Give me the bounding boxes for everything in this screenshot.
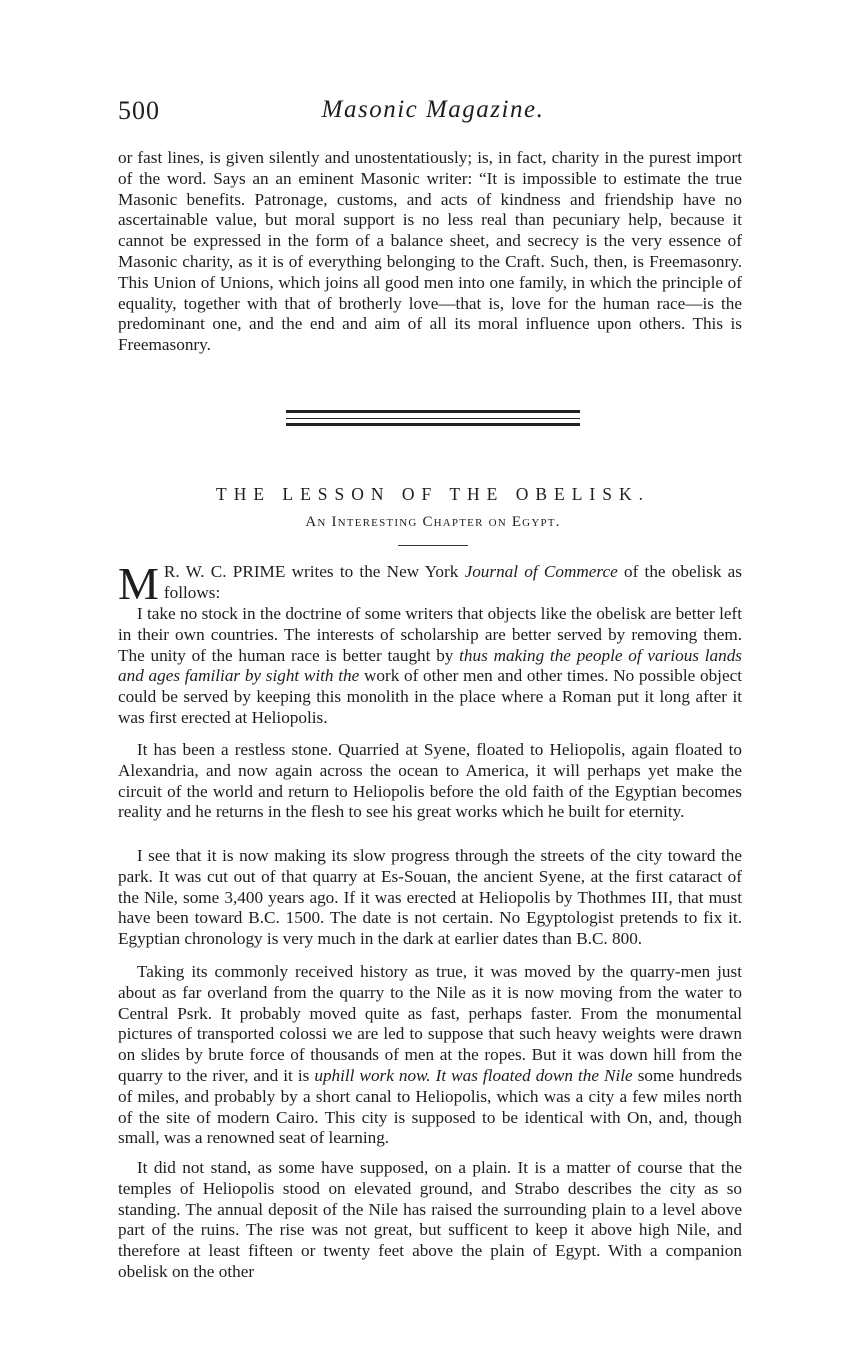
intro-text-before: R. W. C. PRIME writes to the New York <box>163 562 465 581</box>
p4-italic-1: uphill work now. <box>314 1065 431 1085</box>
p1-text-b: work of other men and other times. No possible object could be served by keeping this monolith in the place where a Roman put it long after it was first erected at Heliopolis. <box>118 666 742 727</box>
running-title: Masonic Magazine. <box>321 96 545 123</box>
article-paragraph-1 <box>118 604 742 729</box>
p4-italic-2: It was floated down the Nile <box>435 1065 633 1085</box>
drop-cap: M <box>118 558 159 609</box>
p4-text-a: Taking its commonly received history as true, it was moved by the quarry-men just about as far overland from the quarry to the Nile as it is now moving from the water to Central Psrk. It probably moved quite as fast, perhaps faster. From the monumental pictures of transported colossi we are led to suppose that such heavy weights were drawn on slides by brute force of thousands of men at the ropes. But it was down hill from the quarry to the river, and it is <box>118 962 742 1085</box>
article-intro <box>118 558 742 609</box>
p1-text-a: I take no stock in the doctrine of some writers that objects like the obelisk are better left in their own countries. The interests of scholarship are better served by removing them. The unity of the human race is better taught by <box>118 604 742 665</box>
continuation-paragraph: or fast lines, is given silently and unostentatiously; is, in fact, charity in the purest import of the word. Says an an eminent Masonic writer: “It is impossible to estimate the true Masonic benefits. Patronage, customs, and acts of kindness and friendship have no ascertainable value, but moral support is no less real than pecuniary help, because it cannot be expressed in the form of a balance sheet, and secrecy is the very essence of Masonic charity, as it is of everything belonging to the Craft. Such, then, is Freemasonry. This Union of Unions, which joins all good men into one family, in which the principle of equality, together with that of brotherly love—that is, love for the human race—is the predominant one, and the end and aim of all its moral influence upon others. This is Freemasonry. <box>118 148 742 355</box>
p1-italic: thus making the people of various lands and ages familiar by sight with the <box>118 645 742 686</box>
p4-text-b: some hundreds of miles, and probably by a short canal to Heliopolis, which was a city a few miles north of the site of modern Cairo. This city is supposed to be identical with On, and, though small, was a renowned seat of learning. <box>118 1065 743 1148</box>
section-divider-bottom <box>286 423 580 426</box>
article-paragraph-2: It has been a restless stone. Quarried at Syene, floated to Heliopolis, again floated to Alexandria, and now again across the ocean to America, it will perhaps yet make the circuit of the world and return to Heliopolis before the old faith of the Egyptian becomes reality and he returns in the flesh to see his great works which he built for eternity. <box>118 740 742 822</box>
subtitle-rule <box>398 545 468 546</box>
article-title: THE LESSON OF THE OBELISK. <box>216 484 650 504</box>
section-divider-top <box>286 410 580 413</box>
article-subtitle-text: An Interesting Chapter on Egypt. <box>305 514 561 530</box>
section-divider-mid <box>286 418 580 419</box>
page-number: 500 <box>118 96 160 125</box>
article-paragraph-3: I see that it is now making its slow progress through the streets of the city toward the park. It was cut out of that quarry at Es-Souan, the ancient Syene, at the first cataract of the Nile, some 3,400 years ago. If it was erected at Heliopolis by Thothmes III, that must have been toward B.C. 1500. The date is not certain. No Egyptologist pretends to fix it. Egyptian chronology is very much in the dark at earlier dates than B.C. 800. <box>118 846 742 949</box>
journal-name: Journal of Commerce <box>464 562 618 581</box>
article-paragraph-4 <box>118 962 742 1149</box>
article-subtitle <box>0 514 866 531</box>
article-paragraph-5: It did not stand, as some have supposed, on a plain. It is a matter of course that the temples of Heliopolis stood on elevated ground, and Strabo describes the city as so standing. The annual deposit of the Nile has raised the surrounding plain to a level above part of the ruins. The rise was not great, but sufficent to keep it above high Nile, and therefore at least fifteen or twenty feet above the plain of Egypt. With a companion obelisk on the other <box>118 1158 742 1281</box>
intro-text-after: of the obelisk as follows: <box>163 562 742 602</box>
